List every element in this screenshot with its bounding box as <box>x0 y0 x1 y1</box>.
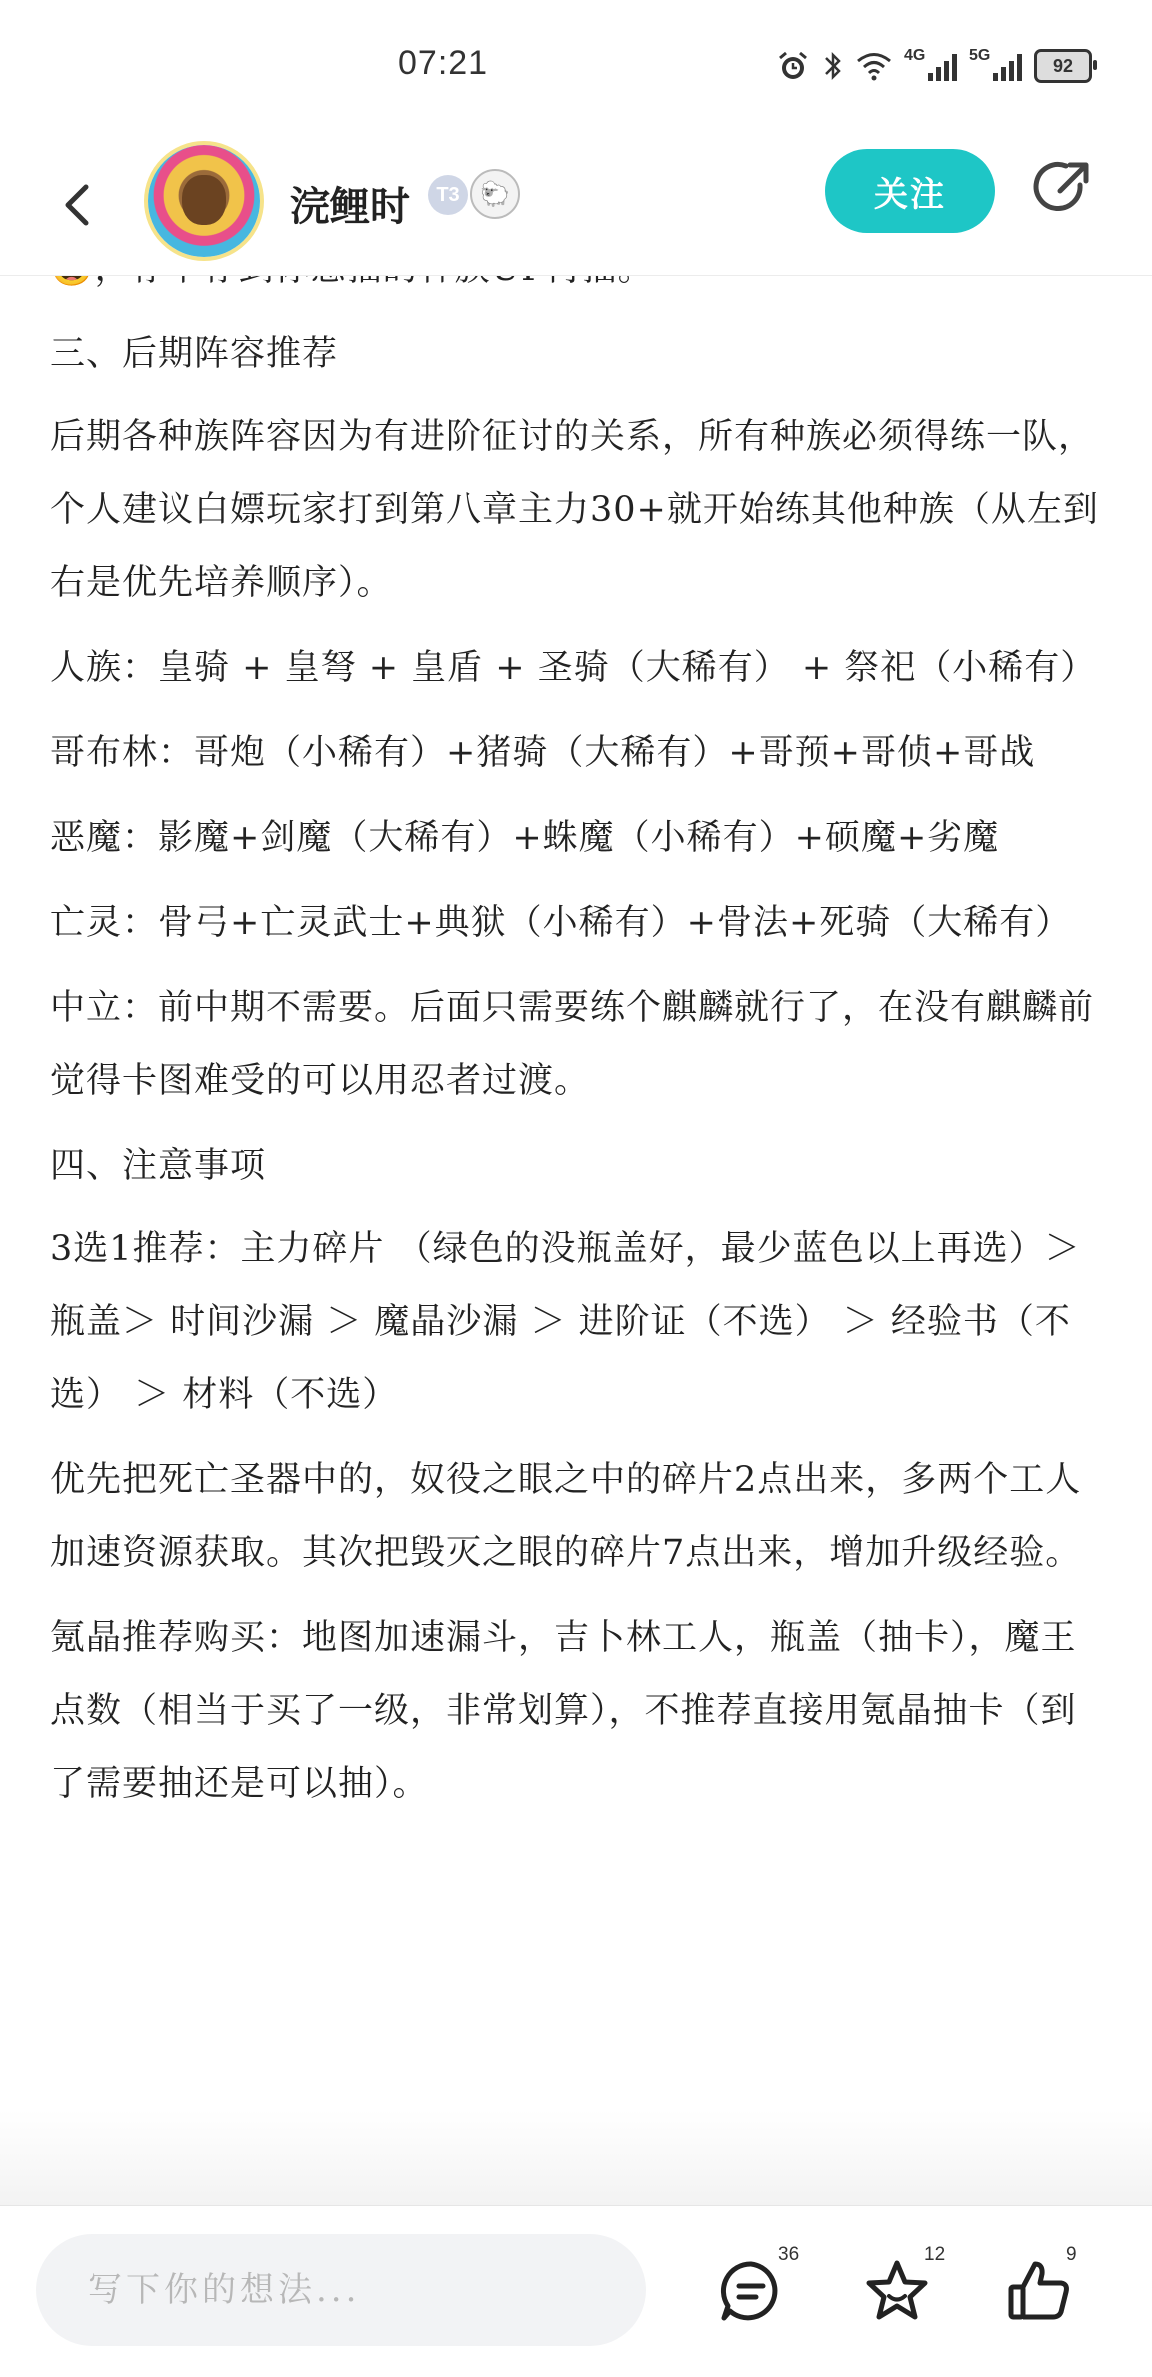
post-header <box>0 135 1152 276</box>
favorite-button[interactable] <box>862 2244 946 2336</box>
article-paragraph: 亡灵：骨弓+亡灵武士+典狱（小稀有）+骨法+死骑（大稀有） <box>50 903 1072 943</box>
status-icons <box>776 46 1092 86</box>
pet-badge-icon: 🐑 <box>470 169 520 219</box>
alarm-icon <box>776 49 810 83</box>
signal-5g-icon <box>969 47 1022 81</box>
article-content <box>50 233 1102 1833</box>
bluetooth-icon <box>822 49 844 83</box>
comment-button[interactable] <box>716 2244 800 2336</box>
bottom-action-bar <box>0 2205 1152 2377</box>
comment-count: 36 <box>778 2244 800 2265</box>
article-paragraph: 恶魔：影魔+剑魔（大稀有）+蛛魔（小稀有）+硕魔+劣魔 <box>50 818 1000 858</box>
article-paragraph: 氪晶推荐购买：地图加速漏斗，吉卜林工人，瓶盖（抽卡），魔王点数（相当于买了一级，非常划算），不推荐直接用氪晶抽卡（到了需要抽还是可以抽）。 <box>50 1618 1077 1804</box>
wifi-icon <box>856 51 892 81</box>
status-bar <box>0 0 1152 135</box>
article-paragraph: 后期各种族阵容因为有进阶征讨的关系，所有种族必须得练一队，个人建议白嫖玩家打到第八章主力30+就开始练其他种族（从左到右是优先培养顺序）。 <box>50 417 1099 603</box>
article-paragraph: 中立：前中期不需要。后面只需要练个麒麟就行了，在没有麒麟前觉得卡图难受的可以用忍者过渡。 <box>50 988 1095 1101</box>
battery-level: 92 <box>1052 55 1074 76</box>
scroll-fade <box>0 2110 1152 2205</box>
battery-icon <box>1034 49 1092 83</box>
comment-input[interactable] <box>36 2234 646 2346</box>
network-label-2: 5G <box>969 47 991 64</box>
network-label-1: 4G <box>904 47 926 64</box>
thumbs-up-icon <box>1004 2256 1074 2326</box>
level-badge: T3 <box>428 175 468 215</box>
back-button[interactable] <box>50 165 110 245</box>
share-button[interactable] <box>1030 155 1096 221</box>
article-paragraph: 3选1推荐：主力碎片 （绿色的没瓶盖好，最少蓝色以上再选）＞ 瓶盖＞ 时间沙漏 ＞ 魔晶沙漏 ＞ 进阶证（不选） ＞ 经验书（不选） ＞ 材料（不选） <box>50 1229 1081 1415</box>
chevron-left-icon <box>50 165 110 245</box>
share-icon <box>1030 155 1096 221</box>
section-heading: 四、注意事项 <box>50 1146 267 1186</box>
author-name[interactable]: 浣鲤时 <box>290 184 410 230</box>
article-paragraph: 哥布林：哥炮（小稀有）+猪骑（大稀有）+哥预+哥侦+哥战 <box>50 733 1036 773</box>
star-icon <box>862 2256 932 2326</box>
follow-button[interactable]: 关注 <box>825 149 995 233</box>
like-button[interactable] <box>1004 2244 1084 2336</box>
article-paragraph: 人族：皇骑 + 皇弩 + 皇盾 + 圣骑（大稀有） + 祭祀（小稀有） <box>50 648 1097 688</box>
status-time: 07:21 <box>398 44 489 82</box>
author-avatar[interactable] <box>148 145 260 257</box>
article-body <box>0 275 1152 2205</box>
signal-4g-icon <box>904 47 957 81</box>
like-count: 9 <box>1066 2244 1077 2265</box>
comment-icon <box>716 2256 786 2326</box>
section-heading: 三、后期阵容推荐 <box>50 334 339 374</box>
article-paragraph: 优先把死亡圣器中的，奴役之眼之中的碎片2点出来，多两个工人加速资源获取。其次把毁灭之眼的碎片7点出来，增加升级经验。 <box>50 1460 1082 1573</box>
favorite-count: 12 <box>924 2244 946 2265</box>
